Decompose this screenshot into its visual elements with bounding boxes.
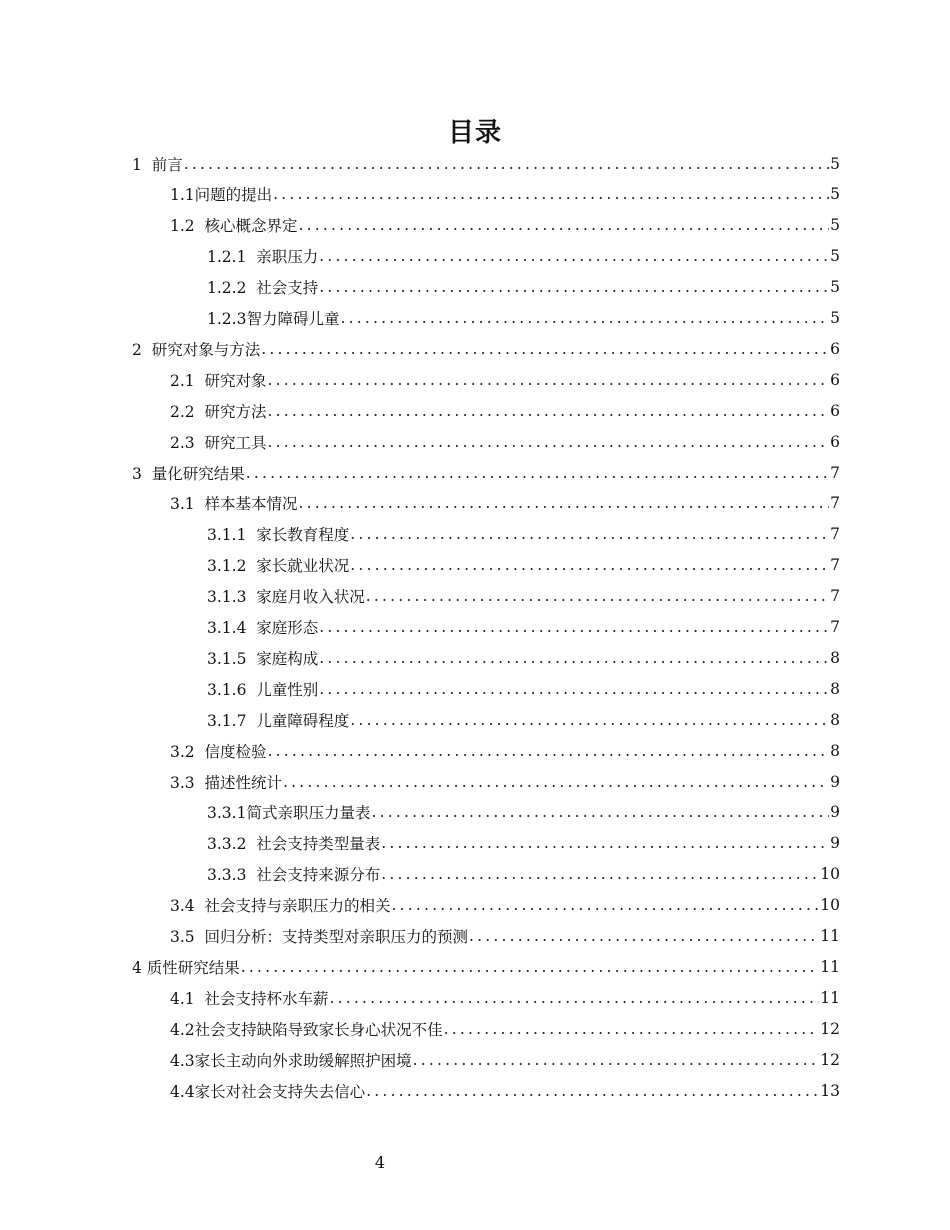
toc-entry[interactable] <box>207 550 840 581</box>
toc-entry-page: 5 <box>830 154 840 173</box>
toc-entry[interactable] <box>170 890 840 921</box>
toc-entry-page: 8 <box>830 648 840 667</box>
toc-entry-label: 3.3.1简式亲职压力量表 <box>207 804 371 823</box>
toc-entry-page: 8 <box>830 679 840 698</box>
toc-entry-page: 10 <box>820 896 840 915</box>
toc-entry[interactable] <box>170 210 840 241</box>
toc-entry-page: 12 <box>820 1019 840 1038</box>
toc-entry-label: 3.1 样本基本情况 <box>170 495 298 514</box>
toc-entry-label: 1.2.3智力障碍儿童 <box>207 310 340 328</box>
dot-leader <box>319 618 829 636</box>
toc-entry-page: 9 <box>830 834 840 853</box>
toc-entry-page: 6 <box>830 370 840 389</box>
dot-leader <box>261 340 829 358</box>
toc-entry-label: 3.3.2 社会支持类型量表 <box>207 835 381 854</box>
toc-entry-label: 3.1.7 儿童障碍程度 <box>207 711 350 730</box>
toc-entry-label: 3.5 回归分析：支持类型对亲职压力的预测 <box>170 928 469 946</box>
toc-entry[interactable] <box>207 519 840 550</box>
toc-entry-page: 5 <box>830 216 840 235</box>
dot-leader <box>319 680 829 698</box>
toc-entry-page: 11 <box>820 988 840 1007</box>
toc-entry[interactable] <box>207 828 840 859</box>
toc-entry-page: 5 <box>830 309 840 327</box>
dot-leader <box>299 494 830 512</box>
toc-entry-label: 3.1.3 家庭月收入状况 <box>207 588 365 607</box>
toc-entry-label: 4.3家长主动向外求助缓解照护困境 <box>170 1051 412 1070</box>
toc-entry-label: 2.2 研究方法 <box>170 402 267 421</box>
toc-entry[interactable] <box>132 457 840 488</box>
toc-entry-page: 7 <box>830 463 840 482</box>
toc-entry-label: 4.2社会支持缺陷导致家长身心状况不佳 <box>170 1020 443 1039</box>
toc-entry[interactable] <box>170 735 840 766</box>
toc-entry[interactable] <box>207 241 840 272</box>
toc-entry-label: 3.3.3 社会支持来源分布 <box>207 866 381 885</box>
toc-entry-label: 2.3 研究工具 <box>170 433 267 452</box>
toc-entry-page: 12 <box>820 1050 840 1069</box>
toc-entry-page: 9 <box>830 803 840 822</box>
dot-leader <box>413 1051 820 1069</box>
toc-entry-label: 4 质性研究结果 <box>132 958 240 977</box>
toc-entry[interactable] <box>170 982 840 1013</box>
dot-leader <box>392 896 820 914</box>
toc-entry-page: 10 <box>820 865 840 884</box>
toc-entry-page: 7 <box>830 587 840 606</box>
toc-entry[interactable] <box>132 951 840 982</box>
page-number: 4 <box>374 1153 386 1172</box>
toc-entry[interactable] <box>170 766 840 797</box>
toc-entry-page: 5 <box>830 247 840 266</box>
toc-entry[interactable] <box>207 612 840 643</box>
dot-leader <box>444 1020 820 1038</box>
toc-entry-page: 7 <box>830 556 840 575</box>
toc-entry-page: 11 <box>820 957 840 976</box>
toc-entry-page: 6 <box>830 339 840 358</box>
toc-entry-label: 2.1 研究对象 <box>170 371 267 390</box>
toc-entry[interactable] <box>207 704 840 735</box>
toc-entry[interactable] <box>207 272 840 303</box>
dot-leader <box>469 927 819 945</box>
toc-entry[interactable] <box>170 1075 840 1106</box>
toc-entry[interactable] <box>207 642 840 673</box>
dot-leader <box>319 247 829 265</box>
toc-entry-label: 3.1.5 家庭构成 <box>207 649 319 668</box>
toc-entry-label: 1 前言 <box>132 155 183 174</box>
toc-entry[interactable] <box>132 148 840 179</box>
dot-leader <box>246 464 829 482</box>
toc-entry-page: 6 <box>830 401 840 420</box>
dot-leader <box>366 587 829 605</box>
toc-entry-page: 7 <box>830 494 840 513</box>
toc-entry[interactable] <box>207 673 840 704</box>
toc-entry[interactable] <box>170 1013 840 1044</box>
dot-leader <box>268 742 830 760</box>
toc-title: 目录 <box>447 118 502 148</box>
toc-entry-page: 8 <box>830 710 840 729</box>
toc-entry[interactable] <box>170 1044 840 1075</box>
toc-entry-page: 13 <box>820 1081 840 1100</box>
toc-entry-page: 5 <box>830 278 840 297</box>
dot-leader <box>340 309 829 327</box>
dot-leader <box>283 773 829 791</box>
toc-entry-label: 3.1.1 家长教育程度 <box>207 526 350 545</box>
toc-entry-page: 9 <box>830 772 840 791</box>
toc-entry-page: 7 <box>830 618 840 636</box>
toc-entry-label: 1.1问题的提出 <box>170 186 273 205</box>
toc-entry[interactable] <box>170 395 840 426</box>
toc-entry[interactable] <box>170 488 840 519</box>
toc-entry-label: 1.2.2 社会支持 <box>207 279 319 298</box>
dot-leader <box>319 649 829 667</box>
toc-entry[interactable] <box>170 426 840 457</box>
toc-entry[interactable] <box>207 581 840 612</box>
dot-leader <box>381 834 829 852</box>
toc-entry-label: 2 研究对象与方法 <box>132 340 261 359</box>
toc-entry-label: 3 量化研究结果 <box>132 464 245 483</box>
toc-entry-label: 1.2 核心概念界定 <box>170 217 298 236</box>
dot-leader <box>299 216 830 234</box>
toc-entry-label: 3.4 社会支持与亲职压力的相关 <box>170 897 391 916</box>
toc-entry[interactable] <box>132 333 840 364</box>
dot-leader <box>319 278 829 296</box>
toc-entry-label: 3.2 信度检验 <box>170 742 267 761</box>
dot-leader <box>268 402 830 420</box>
dot-leader <box>330 989 820 1007</box>
dot-leader <box>350 711 829 729</box>
dot-leader <box>273 185 829 203</box>
toc-entry-label: 3.3 描述性统计 <box>170 773 283 792</box>
toc-entry[interactable] <box>170 921 840 952</box>
dot-leader <box>184 155 829 173</box>
dot-leader <box>268 371 830 389</box>
dot-leader <box>241 958 819 976</box>
toc-entry-page: 11 <box>820 927 840 945</box>
toc-entry-label: 3.1.6 儿童性别 <box>207 680 319 699</box>
toc-entry[interactable] <box>207 859 840 890</box>
toc-entry-label: 3.1.4 家庭形态 <box>207 619 319 637</box>
toc-entry-label: 4.4家长对社会支持失去信心 <box>170 1082 366 1101</box>
dot-leader <box>350 525 829 543</box>
toc-entry-page: 8 <box>830 741 840 760</box>
toc-entry[interactable] <box>207 303 840 334</box>
dot-leader <box>268 433 830 451</box>
toc-entry-label: 4.1 社会支持杯水车薪 <box>170 989 329 1008</box>
toc-entry-page: 5 <box>830 185 840 204</box>
toc-entry-page: 7 <box>830 525 840 544</box>
toc-entry-label: 3.1.2 家长就业状况 <box>207 557 350 576</box>
dot-leader <box>381 865 819 883</box>
dot-leader <box>371 803 829 821</box>
toc-entry[interactable] <box>207 797 840 828</box>
toc-entry-label: 1.2.1 亲职压力 <box>207 248 319 267</box>
dot-leader <box>350 556 829 574</box>
toc-entry[interactable] <box>170 179 840 210</box>
toc-entry[interactable] <box>170 364 840 395</box>
dot-leader <box>366 1082 819 1100</box>
toc-entry-page: 6 <box>830 432 840 451</box>
